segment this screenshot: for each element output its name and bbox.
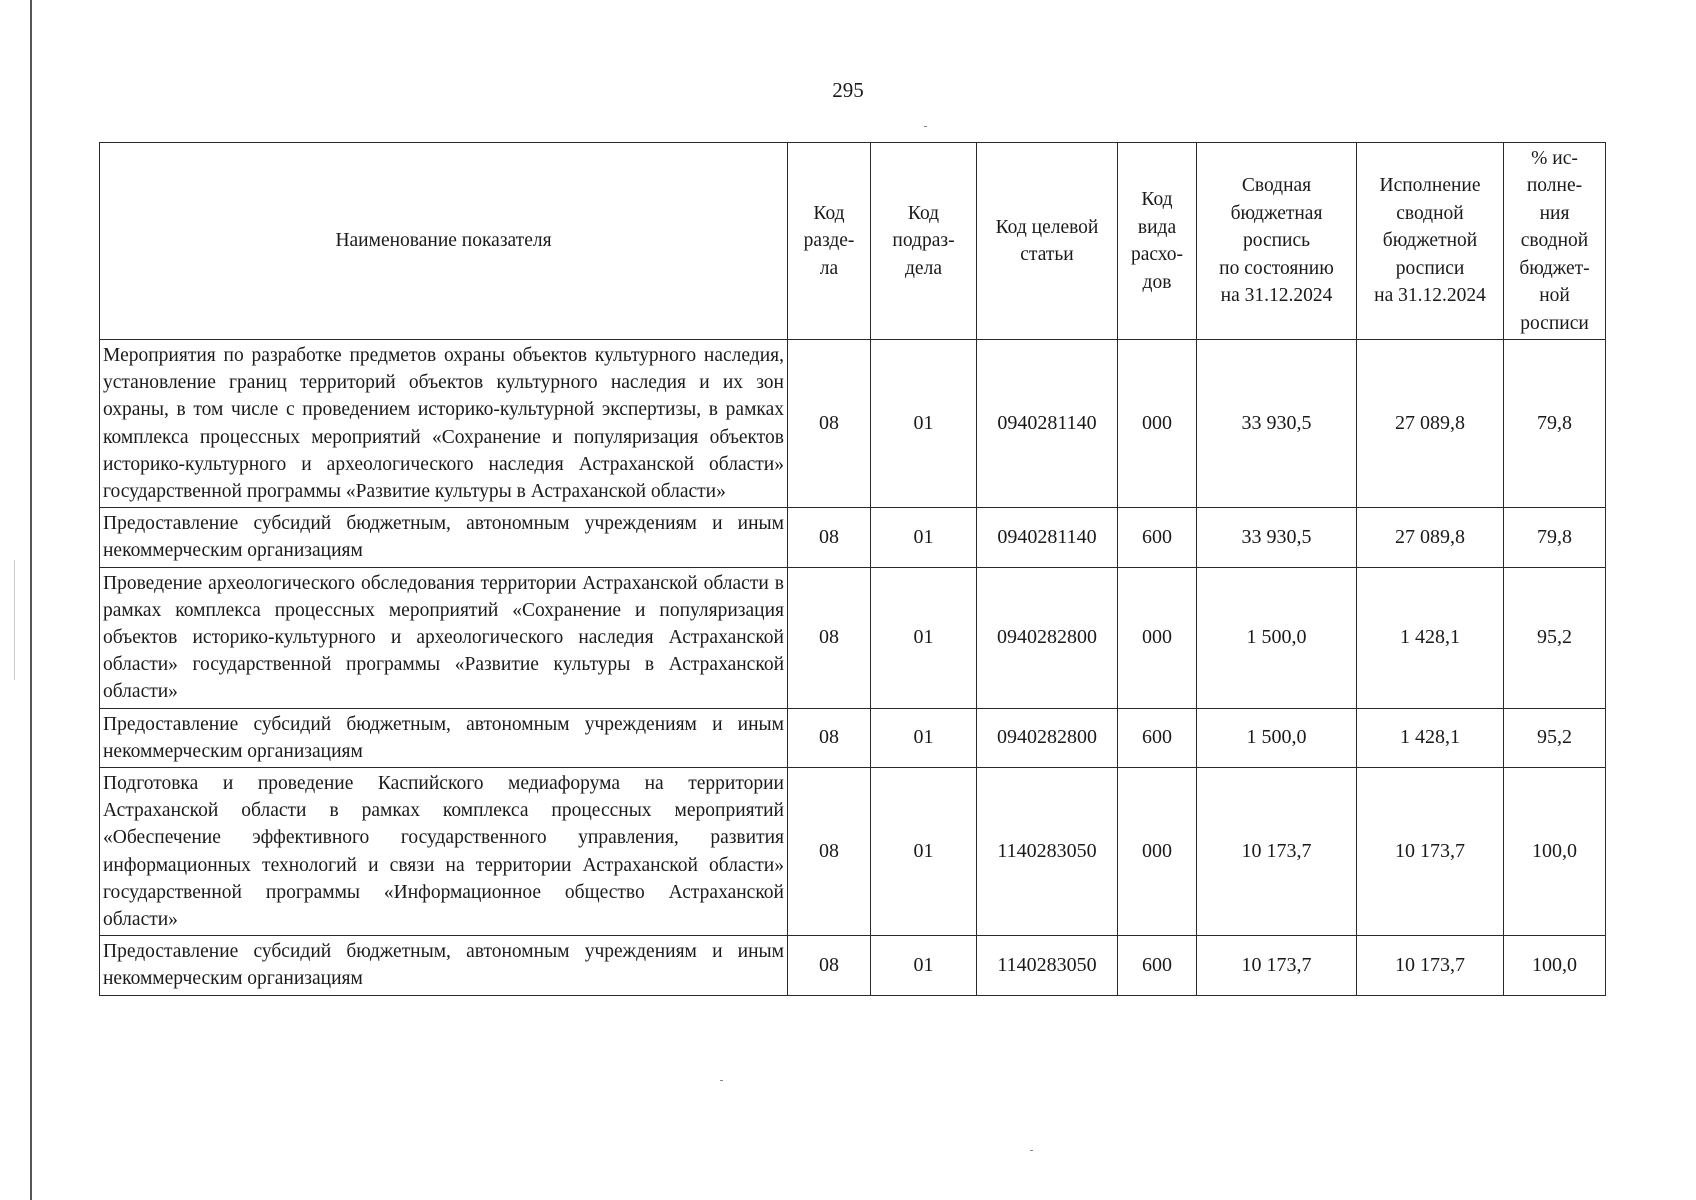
cell-name: Проведение археологического обследования территории Астраханской области в рамках комплекса процессных мероприятий «Сохранение и популяризация объектов историко-культурного и археологического наследия Астраханской области» государственной программы «Развитие культуры в Астраханской области» [100, 567, 788, 708]
cell-vid: 000 [1118, 567, 1197, 708]
header-razdel: Код разде- ла [788, 143, 871, 340]
header-celevaya: Код целевой статьи [977, 143, 1118, 340]
cell-ispolnenie: 1 428,1 [1357, 708, 1504, 767]
cell-percent: 95,2 [1504, 708, 1606, 767]
cell-vid: 600 [1118, 708, 1197, 767]
cell-celevaya: 1140283050 [977, 768, 1118, 936]
cell-ispolnenie: 10 173,7 [1357, 768, 1504, 936]
cell-podrazdel: 01 [871, 768, 977, 936]
header-svodnaya: Сводная бюджетная роспись по состоянию на 31.12.2024 [1197, 143, 1357, 340]
table-row [100, 768, 1606, 936]
cell-podrazdel: 01 [871, 936, 977, 995]
cell-celevaya: 0940282800 [977, 708, 1118, 767]
scan-speck [924, 126, 927, 127]
header-vid: Код вида расхо- дов [1118, 143, 1197, 340]
scan-speck [1030, 1150, 1033, 1151]
cell-razdel: 08 [788, 768, 871, 936]
cell-razdel: 08 [788, 508, 871, 567]
cell-percent: 95,2 [1504, 567, 1606, 708]
cell-razdel: 08 [788, 340, 871, 508]
cell-name: Подготовка и проведение Каспийского медиафорума на территории Астраханской области в рамках комплекса процессных мероприятий «Обеспечение эффективного государственного управления, развития информационных технологий и связи на территории Астраханской области» государственной программы «Информационное общество Астраханской области» [100, 768, 788, 936]
header-percent: % ис- полне- ния сводной бюджет- ной росписи [1504, 143, 1606, 340]
table-row [100, 508, 1606, 567]
cell-name: Мероприятия по разработке предметов охраны объектов культурного наследия, установление границ территорий объектов культурного наследия и их зон охраны, в том числе с проведением историко-культурной экспертизы, в рамках комплекса процессных мероприятий «Сохранение и популяризация объектов историко-культурного и археологического наследия Астраханской области» государственной программы «Развитие культуры в Астраханской области» [100, 340, 788, 508]
cell-ispolnenie: 10 173,7 [1357, 936, 1504, 995]
cell-vid: 600 [1118, 936, 1197, 995]
cell-svodnaya: 33 930,5 [1197, 340, 1357, 508]
cell-celevaya: 1140283050 [977, 936, 1118, 995]
budget-execution-table [99, 142, 1606, 996]
cell-svodnaya: 33 930,5 [1197, 508, 1357, 567]
cell-razdel: 08 [788, 567, 871, 708]
cell-name: Предоставление субсидий бюджетным, автономным учреждениям и иным некоммерческим организациям [100, 936, 788, 995]
cell-celevaya: 0940282800 [977, 567, 1118, 708]
cell-svodnaya: 1 500,0 [1197, 708, 1357, 767]
table-row [100, 567, 1606, 708]
table-row [100, 708, 1606, 767]
cell-percent: 100,0 [1504, 936, 1606, 995]
cell-razdel: 08 [788, 936, 871, 995]
table-header-row [100, 143, 1606, 340]
cell-podrazdel: 01 [871, 508, 977, 567]
cell-vid: 000 [1118, 340, 1197, 508]
header-name: Наименование показателя [100, 143, 788, 340]
cell-vid: 600 [1118, 508, 1197, 567]
cell-percent: 100,0 [1504, 768, 1606, 936]
cell-podrazdel: 01 [871, 708, 977, 767]
cell-percent: 79,8 [1504, 340, 1606, 508]
cell-razdel: 08 [788, 708, 871, 767]
page-number: 295 [832, 78, 864, 102]
cell-ispolnenie: 1 428,1 [1357, 567, 1504, 708]
cell-name: Предоставление субсидий бюджетным, автономным учреждениям и иным некоммерческим организациям [100, 508, 788, 567]
cell-svodnaya: 10 173,7 [1197, 768, 1357, 936]
cell-podrazdel: 01 [871, 567, 977, 708]
table-body [100, 340, 1606, 996]
cell-name: Предоставление субсидий бюджетным, автономным учреждениям и иным некоммерческим организациям [100, 708, 788, 767]
cell-svodnaya: 1 500,0 [1197, 567, 1357, 708]
cell-podrazdel: 01 [871, 340, 977, 508]
cell-ispolnenie: 27 089,8 [1357, 340, 1504, 508]
scan-artifact [14, 560, 15, 680]
cell-celevaya: 0940281140 [977, 340, 1118, 508]
cell-vid: 000 [1118, 768, 1197, 936]
scan-border-line [30, 0, 32, 1200]
header-ispolnenie: Исполнение сводной бюджетной росписи на 31.12.2024 [1357, 143, 1504, 340]
scan-speck [720, 1080, 723, 1081]
cell-celevaya: 0940281140 [977, 508, 1118, 567]
table-row [100, 340, 1606, 508]
cell-percent: 79,8 [1504, 508, 1606, 567]
table-row [100, 936, 1606, 995]
cell-ispolnenie: 27 089,8 [1357, 508, 1504, 567]
header-podrazdel: Код подраз- дела [871, 143, 977, 340]
cell-svodnaya: 10 173,7 [1197, 936, 1357, 995]
